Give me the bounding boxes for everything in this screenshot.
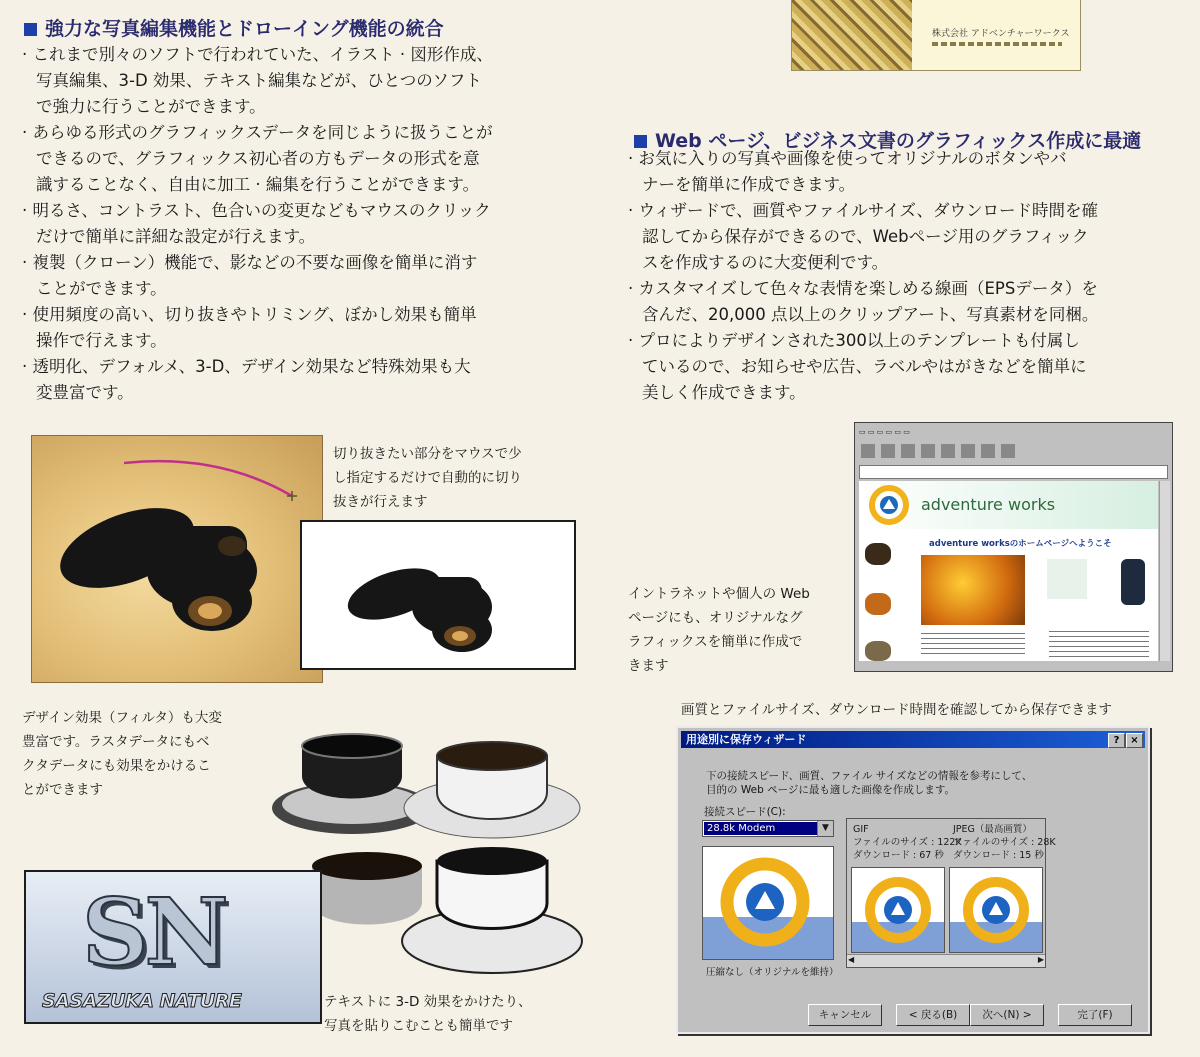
caption-line: ページにも、オリジナルなグ (628, 610, 803, 626)
sn-logo-image (26, 872, 320, 1022)
left-line: できるので、グラフィックス初心者の方もデータの形式を意 (36, 149, 480, 168)
gif-label: GIF (853, 824, 869, 835)
backpack-photo (1121, 559, 1145, 605)
binoculars-cutout-illustration (302, 522, 574, 668)
caption-line: 豊富です。ラスタデータにもベ (22, 734, 210, 750)
speed-select[interactable] (702, 820, 834, 837)
left-line: 写真編集、3-D 効果、テキスト編集などが、ひとつのソフト (36, 71, 482, 90)
scroll-left-icon[interactable]: ◀ (848, 955, 855, 964)
text3d-caption (324, 990, 532, 1038)
browser-status-bar (859, 662, 1168, 670)
caption-line: きます (628, 658, 669, 674)
left-line: で強力に行うことができます。 (36, 97, 266, 116)
right-line: · ウィザードで、画質やファイルサイズ、ダウンロード時間を確 (628, 201, 1099, 220)
close-button[interactable]: × (1126, 733, 1143, 748)
browser-menu-bar: ▭ ▭ ▭ ▭ ▭ ▭ (859, 428, 910, 436)
dialog-intro-line: 目的の Web ページに最も適した画像を作成します。 (706, 784, 956, 796)
text-lines (921, 633, 1025, 657)
gif-download: ダウンロード : 67 秒 (853, 850, 944, 861)
finish-button[interactable]: 完了(F) (1058, 1004, 1132, 1026)
right-line: ているので、お知らせや広告、ラベルやはがきなどを簡単に (642, 357, 1087, 376)
caption-line: イントラネットや個人の Web (628, 586, 810, 602)
right-line: 認してから保存ができるので、Webページ用のグラフィック (642, 227, 1089, 246)
left-line: · 複製（クローン）機能で、影などの不要な画像を簡単に消す (22, 253, 478, 272)
original-preview (702, 846, 834, 960)
scroll-right-icon[interactable]: ▶ (1037, 955, 1044, 964)
right-line: 含んだ、20,000 点以上のクリップアート、写真素材を同梱。 (642, 305, 1099, 324)
filter-caption (22, 706, 222, 802)
caption-line: 抜きが行えます (333, 494, 428, 510)
jpeg-label: JPEG（最高画質） (953, 824, 1032, 835)
caption-line: ラフィックスを簡単に作成で (628, 634, 803, 650)
certificate-image (792, 0, 1080, 70)
sidebar-thumb (865, 593, 891, 615)
right-line: · お気に入りの写真や画像を使ってオリジナルのボタンやバ (628, 149, 1067, 168)
left-line: だけで簡単に詳細な設定が行えます。 (36, 227, 316, 246)
compare-panel (846, 818, 1056, 968)
jpeg-preview[interactable] (949, 867, 1043, 953)
certificate-fineprint (932, 42, 1062, 46)
jpeg-logo-preview (950, 868, 1042, 952)
sidebar-thumb (865, 543, 891, 565)
browser-page (859, 481, 1158, 661)
toolbar-icons (859, 441, 1159, 461)
browser-welcome-text: adventure worksのホームページへようこそ (929, 539, 1112, 549)
caption-line: とができます (22, 782, 103, 798)
right-line: ナーを簡単に作成できます。 (642, 175, 856, 194)
browser-scrollbar (1159, 481, 1170, 661)
dialog-title-bar (681, 731, 1145, 748)
certificate-company: 株式会社 アドベンチャーワークス (932, 29, 1070, 39)
right-heading-text: Web ページ、ビジネス文書のグラフィックス作成に最適 (655, 130, 1142, 152)
left-line: · 明るさ、コントラスト、色合いの変更などもマウスのクリック (22, 201, 491, 220)
caption-line: 写真を貼りこむことも簡単です (324, 1018, 513, 1034)
binoculars-photo-original (32, 436, 322, 682)
compare-scrollbar[interactable] (847, 954, 1045, 967)
help-button[interactable]: ? (1108, 733, 1125, 748)
save-check-caption (681, 698, 1112, 722)
right-bullets (628, 146, 1098, 406)
intranet-caption (628, 582, 810, 678)
sn-logo-letters: SN (82, 878, 225, 986)
next-button[interactable]: 次へ(N) > (970, 1004, 1044, 1026)
caption-line: クタデータにも効果をかけるこ (22, 758, 211, 774)
chevron-down-icon[interactable]: ▼ (817, 821, 833, 836)
right-line: · プロによりデザインされた300以上のテンプレートも付属し (628, 331, 1080, 350)
left-line: 操作で行えます。 (36, 331, 167, 350)
heading-square-icon (24, 23, 37, 36)
speed-label: 接続スピード(C): (704, 806, 786, 818)
left-section-heading (24, 14, 444, 41)
binoculars-illustration (32, 436, 322, 682)
right-line: 美しく作成できます。 (642, 383, 806, 402)
left-bullets (22, 42, 493, 406)
sidebar-thumb (865, 641, 891, 661)
sn-logo-subtitle: SASAZUKA NATURE (42, 990, 242, 1012)
browser-address-bar (859, 465, 1168, 479)
dialog-intro-line: 下の接続スピード、画質、ファイル サイズなどの情報を参考にして、 (706, 770, 1033, 782)
right-line: スを作成するのに大変便利です。 (642, 253, 889, 272)
browser-window-screenshot (854, 422, 1173, 672)
left-heading-text: 強力な写真編集機能とドローイング機能の統合 (45, 18, 444, 40)
cutout-caption (333, 442, 522, 514)
gif-size: ファイルのサイズ : 122K (853, 837, 962, 848)
gif-preview[interactable] (851, 867, 945, 953)
certificate-pattern (792, 0, 912, 70)
left-line: 識することなく、自由に加工 · 編集を行うことができます。 (36, 175, 480, 194)
text-lines (1049, 631, 1149, 657)
browser-brand-name: adventure works (921, 495, 1056, 514)
left-line: · 透明化、デフォルメ、3-D、デザイン効果など特殊効果も大 (22, 357, 471, 376)
left-line: ことができます。 (36, 279, 167, 298)
big-watermark (1047, 559, 1087, 599)
original-logo-preview (703, 847, 833, 959)
autumn-photo (921, 555, 1025, 625)
adventure-works-logo-icon (869, 485, 909, 525)
gif-logo-preview (852, 868, 944, 952)
caption-line: 画質とファイルサイズ、ダウンロード時間を確認してから保存できます (681, 702, 1113, 718)
caption-line: 切り抜きたい部分をマウスで少 (333, 446, 522, 462)
binoculars-photo-cutout (302, 522, 574, 668)
browser-toolbar (859, 441, 1168, 461)
left-line: · これまで別々のソフトで行われていた、イラスト · 図形作成、 (22, 45, 493, 64)
left-line: · 使用頻度の高い、切り抜きやトリミング、ぼかし効果も簡単 (22, 305, 477, 324)
speed-select-value: 28.8k Modem (704, 822, 817, 835)
cancel-button[interactable]: キャンセル (808, 1004, 882, 1026)
caption-line: し指定するだけで自動的に切り (333, 470, 522, 486)
back-button[interactable]: < 戻る(B) (896, 1004, 970, 1026)
dialog-title: 用途別に保存ウィザード (686, 733, 807, 746)
jpeg-download: ダウンロード : 15 秒 (953, 850, 1044, 861)
left-line: · あらゆる形式のグラフィックスデータを同じように扱うことが (22, 123, 493, 142)
save-wizard-dialog (676, 726, 1150, 1034)
jpeg-size: ファイルのサイズ : 28K (953, 837, 1056, 848)
caption-line: テキストに 3-D 効果をかけたり、 (324, 994, 532, 1010)
caption-line: デザイン効果（フィルタ）も大変 (22, 710, 222, 726)
original-label: 圧縮なし（オリジナルを維持） (706, 967, 839, 978)
right-line: · カスタマイズして色々な表情を楽しめる線画（EPSデータ）を (628, 279, 1098, 298)
left-line: 変豊富です。 (36, 383, 134, 402)
